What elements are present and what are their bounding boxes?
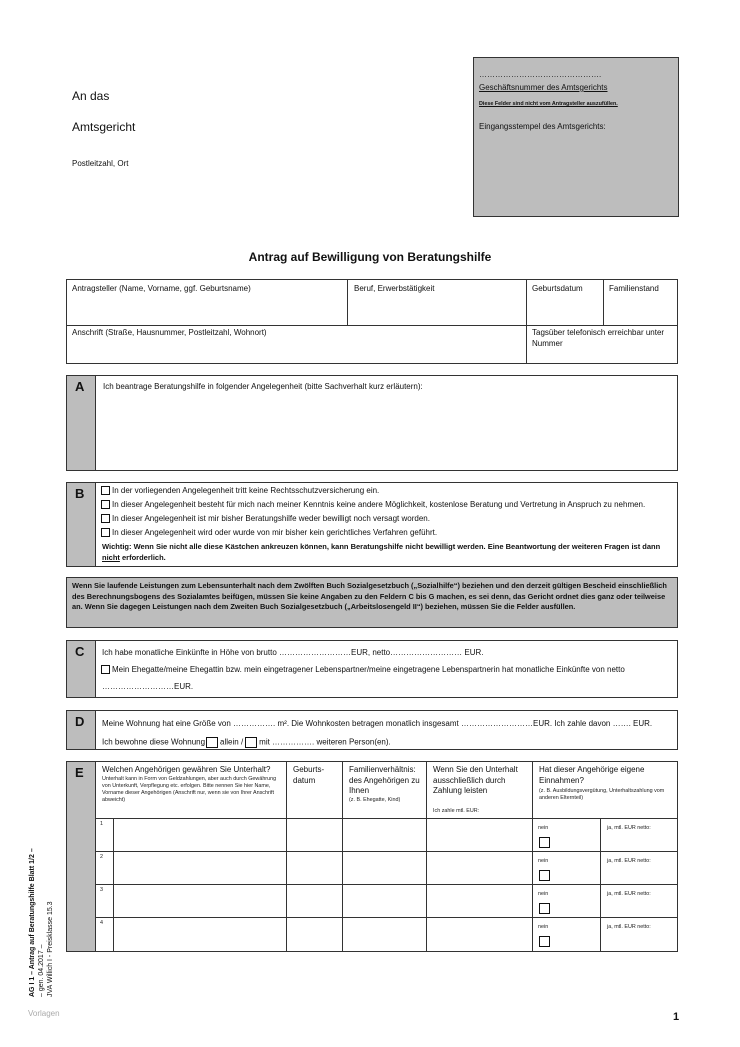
- section-c: [66, 640, 678, 698]
- section-b: [66, 482, 678, 567]
- recipient-line2: Amtsgericht: [72, 120, 136, 134]
- residence-line[interactable]: Ich bewohne diese Wohnung allein / mit ……………. weiteren Person(en).: [102, 737, 391, 747]
- own-income-header: Hat dieser Angehörige eigene Einnahmen?: [539, 765, 645, 785]
- relationship-header: Familienverhältnis: des Angehörigen zu Ihnen: [349, 765, 420, 795]
- court-use-box: [473, 57, 679, 217]
- watermark: Vorlagen: [28, 1009, 60, 1018]
- row-no-label: nein: [538, 825, 549, 831]
- row-no-label: nein: [538, 891, 549, 897]
- spouse-income-line[interactable]: Mein Ehegatte/meine Ehegattin bzw. mein eingetragener Lebenspartner/meine eingetragene Lebenspartnerin hat monatliche Einkünfte von netto: [101, 665, 625, 676]
- section-e-letter: E: [75, 765, 84, 780]
- recipient-line1: An das: [72, 89, 110, 103]
- row-number: 2: [100, 854, 103, 860]
- section-a-text[interactable]: Ich beantrage Beratungshilfe in folgender Angelegenheit (bitte Sachverhalt kurz erläutern):: [103, 382, 423, 391]
- section-d: [66, 710, 678, 750]
- row-no-label: nein: [538, 924, 549, 930]
- phone-field[interactable]: Tagsüber telefonisch erreichbar unter Nummer: [532, 328, 665, 348]
- checkbox[interactable]: [101, 500, 110, 509]
- checkbox[interactable]: [101, 665, 110, 674]
- row-no-checkbox[interactable]: [539, 903, 550, 914]
- recipient-line3: Postleitzahl, Ort: [72, 159, 129, 168]
- section-b-warning: Wichtig: Wenn Sie nicht alle diese Kästchen ankreuzen können, kann Beratungshilfe nicht bewilligt werden. Eine Beantwortung der weiteren Fragen ist dann nicht erforderlich.: [102, 542, 661, 562]
- section-c-letter: C: [75, 644, 85, 659]
- section-e: [66, 761, 678, 952]
- income-line[interactable]: Ich habe monatliche Einkünfte in Höhe von brutto ………………………EUR, netto……………………… EUR.: [102, 648, 484, 657]
- stamp-label: Eingangsstempel des Amtsgerichts:: [479, 122, 606, 131]
- dependents-note: Unterhalt kann in Form von Geldzahlungen, aber auch durch Gewährung von Unterkunft, Verpflegung etc. erfolgen. Bitte nennen Sie hier Name, Vorname dieser Angehörigen (Anschrift nur, wenn sie von Ihrer Anschrift abweicht): [102, 776, 277, 803]
- spouse-income-amount[interactable]: ………………………EUR.: [102, 682, 194, 691]
- occupation-field[interactable]: Beruf, Erwerbstätigkeit: [354, 284, 435, 293]
- payment-note: Ich zahle mtl. EUR:: [433, 808, 480, 814]
- with-others-checkbox[interactable]: [245, 737, 257, 748]
- row-yes-label: ja, mtl. EUR netto:: [607, 891, 651, 897]
- dependents-header: Welchen Angehörigen gewähren Sie Unterhalt?: [102, 765, 271, 774]
- notice-text: Wenn Sie laufende Leistungen zum Lebensunterhalt nach dem Zwölften Buch Sozialgesetzbuch („Sozialhilfe“) beziehen und den derzeit gültigen Bescheid einschließlich des Berechnungsbogens des Sozialamtes beifügen, müssen Sie keine Angaben zu den Feldern C bis G machen, es sei denn, das Gericht ordnet dies ganz oder teilweise an. Wenn Sie dagegen Leistungen nach dem Zweiten Buch Sozialgesetzbuch („Arbeitslosengeld II“) beziehen, müssen Sie die Felder ausfüllen.: [72, 581, 667, 612]
- row-no-checkbox[interactable]: [539, 936, 550, 947]
- row-no-checkbox[interactable]: [539, 870, 550, 881]
- row-yes-label: ja, mtl. EUR netto:: [607, 858, 651, 864]
- own-income-note: (z. B. Ausbildungsvergütung, Unterhaltszahlung vom anderen Elternteil): [539, 788, 665, 801]
- checkbox[interactable]: [101, 528, 110, 537]
- row-number: 3: [100, 887, 103, 893]
- row-no-checkbox[interactable]: [539, 837, 550, 848]
- relationship-note: (z. B. Ehegatte, Kind): [349, 797, 401, 803]
- housing-line[interactable]: Meine Wohnung hat eine Größe von ……………. m². Die Wohnkosten betragen monatlich insgesamt ………………………EUR. Ich zahle davon ……. EUR.: [102, 719, 653, 728]
- form-title: Antrag auf Bewilligung von Beratungshilfe: [248, 250, 492, 264]
- section-b-item-1[interactable]: In der vorliegenden Angelegenheit tritt keine Rechtsschutzversicherung ein.: [101, 486, 379, 497]
- side-form-id: AG I 1 – Antrag auf Beratungshilfe Blatt 1/2 – – gen. 04.2017 – JVA Willich I - Preisklasse 15.3: [29, 848, 54, 997]
- section-b-item-2[interactable]: In dieser Angelegenheit besteht für mich nach meiner Kenntnis keine andere Möglichkeit, kostenlose Beratung und Vertretung in Anspruch zu nehmen.: [101, 500, 645, 511]
- applicant-table: [66, 279, 678, 364]
- court-box-note: Diese Felder sind nicht vom Antragsteller auszufüllen.: [479, 101, 618, 107]
- row-yes-label: ja, mtl. EUR netto:: [607, 825, 651, 831]
- case-number-label: Geschäftsnummer des Amtsgerichts: [479, 83, 608, 92]
- sozialhilfe-notice: [66, 577, 678, 628]
- checkbox[interactable]: [101, 514, 110, 523]
- page-number: 1: [673, 1011, 680, 1023]
- row-no-label: nein: [538, 858, 549, 864]
- section-b-item-4[interactable]: In dieser Angelegenheit wird oder wurde von mir bisher kein gerichtliches Verfahren geführt.: [101, 528, 437, 539]
- alone-checkbox[interactable]: [206, 737, 218, 748]
- checkbox[interactable]: [101, 486, 110, 495]
- dependent-birthdate-header: Geburts-datum: [293, 765, 325, 785]
- row-yes-label: ja, mtl. EUR netto:: [607, 924, 651, 930]
- court-dots: ……………………………………….: [479, 70, 602, 79]
- marital-status-field[interactable]: Familienstand: [609, 284, 659, 293]
- birthdate-field[interactable]: Geburtsdatum: [532, 284, 583, 293]
- section-a-letter: A: [75, 379, 85, 394]
- section-b-item-3[interactable]: In dieser Angelegenheit ist mir bisher Beratungshilfe weder bewilligt noch versagt worden.: [101, 514, 430, 525]
- section-b-letter: B: [75, 486, 85, 501]
- section-d-letter: D: [75, 714, 85, 729]
- row-number: 4: [100, 920, 103, 926]
- payment-header: Wenn Sie den Unterhalt ausschließlich durch Zahlung leisten: [433, 765, 518, 795]
- section-a: [66, 375, 678, 471]
- applicant-name-field[interactable]: Antragsteller (Name, Vorname, ggf. Geburtsname): [72, 284, 251, 293]
- row-number: 1: [100, 821, 103, 827]
- address-field[interactable]: Anschrift (Straße, Hausnummer, Postleitzahl, Wohnort): [72, 328, 267, 337]
